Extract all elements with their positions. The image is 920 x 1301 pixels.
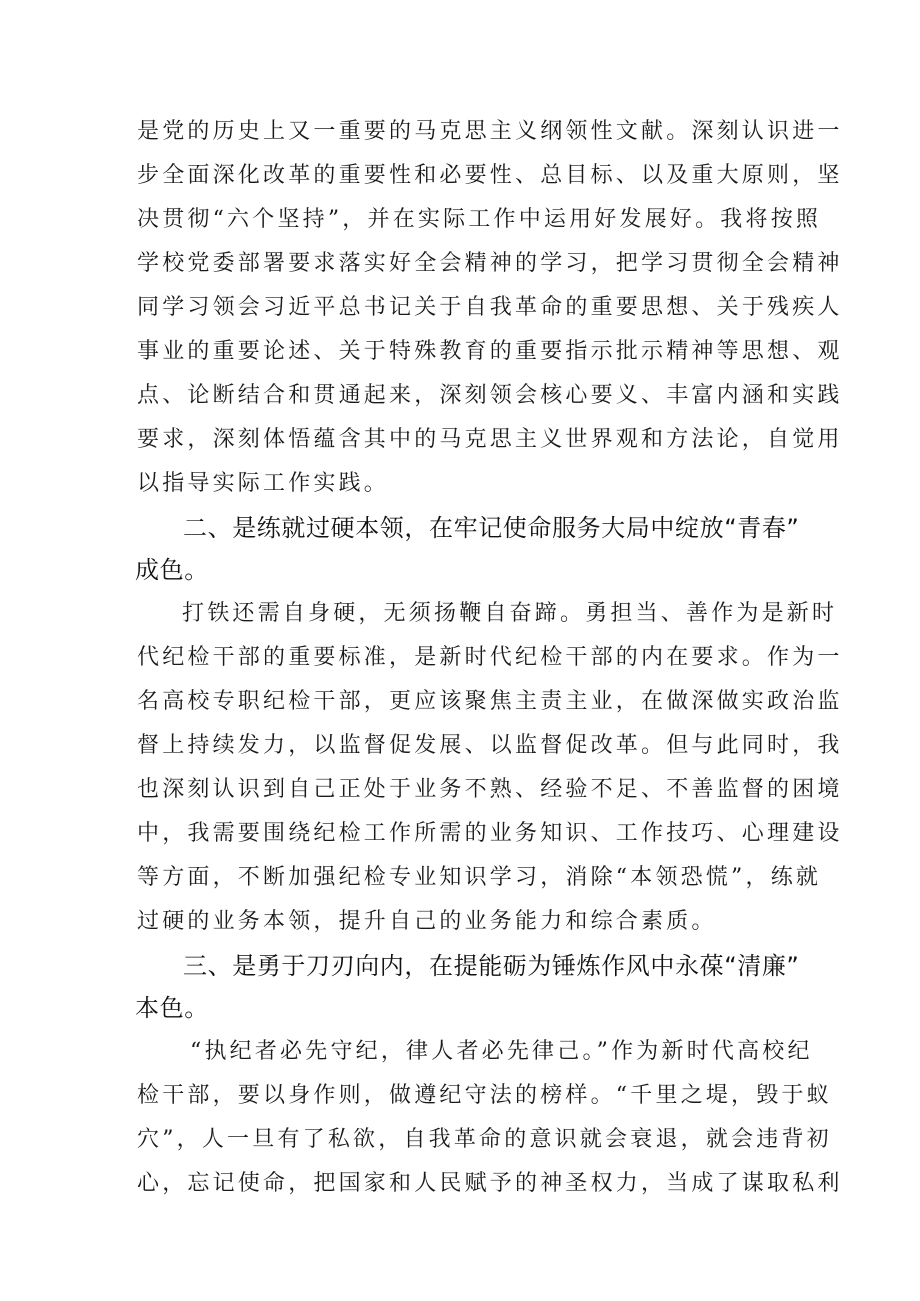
paragraph-line: 心，忘记使命，把国家和人民赋予的神圣权力，当成了谋取私利	[137, 1171, 843, 1196]
paragraph-line: 名高校专职纪检干部，更应该聚焦主责主业，在做深做实政治监	[137, 689, 843, 714]
paragraph-line: 以指导实际工作实践。	[137, 471, 390, 496]
paragraph-line: 督上持续发力，以监督促发展、以监督促改革。但与此同时，我	[137, 733, 843, 758]
paragraph-line: 决贯彻“六个坚持”，并在实际工作中运用好发展好。我将按照	[137, 207, 822, 232]
section-heading-line: 成色。	[135, 556, 209, 584]
paragraph-line: 学校党委部署要求落实好全会精神的学习，把学习贯彻全会精神	[137, 251, 843, 276]
paragraph-line: 穴”，人一旦有了私欲，自我革命的意识就会衰退，就会违背初	[137, 1127, 832, 1152]
paragraph-line: “执纪者必先守纪，律人者必先律己。”作为新时代高校纪	[190, 1039, 813, 1064]
paragraph-line: 要求，深刻体悟蕴含其中的马克思主义世界观和方法论，自觉用	[137, 427, 843, 452]
paragraph-line: 同学习领会习近平总书记关于自我革命的重要思想、关于残疾人	[137, 295, 843, 320]
paragraph-line: 中，我需要围绕纪检工作所需的业务知识、工作技巧、心理建设	[137, 821, 843, 846]
paragraph-line: 也深刻认识到自己正处于业务不熟、经验不足、不善监督的困境	[137, 777, 843, 802]
paragraph-line: 代纪检干部的重要标准，是新时代纪检干部的内在要求。作为一	[137, 645, 843, 670]
paragraph-line: 过硬的业务本领，提升自己的业务能力和综合素质。	[137, 909, 717, 934]
paragraph-line: 点、论断结合和贯通起来，深刻领会核心要义、丰富内涵和实践	[137, 383, 843, 408]
paragraph-line: 步全面深化改革的重要性和必要性、总目标、以及重大原则，坚	[137, 163, 843, 188]
paragraph-line: 检干部，要以身作则，做遵纪守法的榜样。“千里之堤，毁于蚁	[137, 1083, 832, 1108]
paragraph-line: 等方面，不断加强纪检专业知识学习，消除“本领恐慌”，练就	[137, 865, 822, 890]
section-heading-line: 二、是练就过硬本领，在牢记使命服务大局中绽放“青春”	[183, 514, 800, 542]
section-heading-line: 本色。	[135, 994, 209, 1022]
section-heading-line: 三、是勇于刀刃向内，在提能砺为锤炼作风中永葆“清廉”	[183, 952, 800, 980]
paragraph-line: 打铁还需自身硬，无须扬鞭自奋蹄。勇担当、善作为是新时	[182, 601, 838, 626]
paragraph-line: 事业的重要论述、关于特殊教育的重要指示批示精神等思想、观	[137, 339, 843, 364]
paragraph-line: 是党的历史上又一重要的马克思主义纲领性文献。深刻认识进一	[137, 119, 843, 144]
